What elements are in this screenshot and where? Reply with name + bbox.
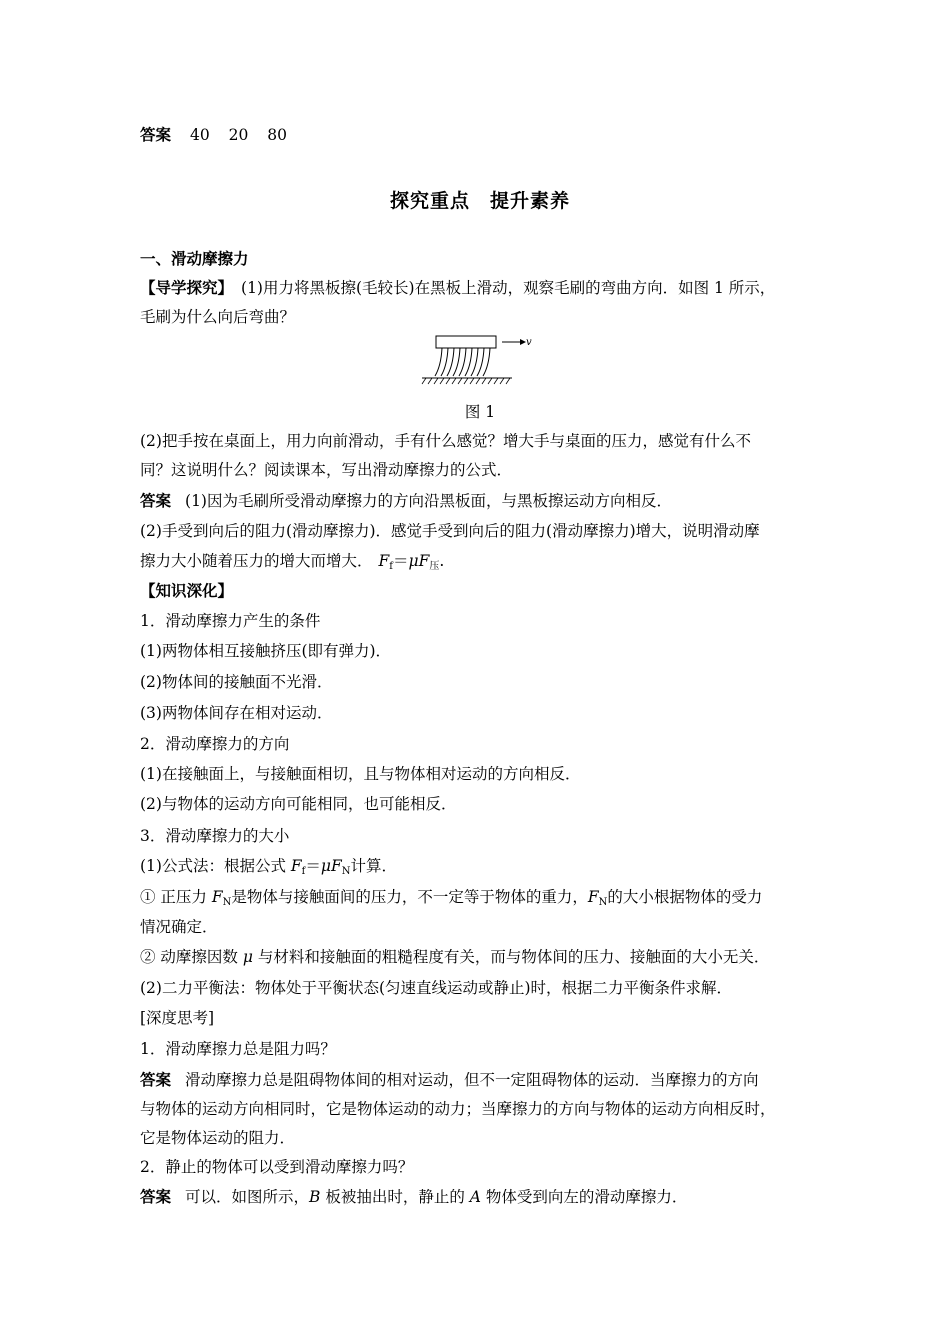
guide-tag: 【导学探究】	[140, 279, 234, 297]
knowledge-h2: 2．滑动摩擦力的方向	[140, 735, 290, 753]
guide-answer-2-line1: (2)手受到向后的阻力(滑动摩擦力)．感觉手受到向后的阻力(滑动摩擦力)增大，说明滑动摩	[140, 522, 760, 540]
top-answer	[140, 125, 287, 145]
answer-value: 20	[228, 126, 249, 144]
knowledge-s1: (1)公式法：根据公式 $F_f=\mu F_N$计算．	[140, 857, 397, 877]
answer-label: 答案	[140, 1071, 172, 1089]
deep-a1-line1: 答案 滑动摩擦力总是阻碍物体间的相对运动，但不一定阻碍物体的运动．当摩擦力的方向	[140, 1071, 759, 1089]
knowledge-c3: (3)两物体间存在相对运动．	[140, 704, 333, 722]
heading-sliding-friction: 一、滑动摩擦力	[140, 250, 249, 268]
guide-q1-line1: 【导学探究】 (1)用力将黑板擦(毛较长)在黑板上滑动，观察毛刷的弯曲方向．如图 1 所示，	[140, 279, 776, 297]
knowledge-tag: 【知识深化】	[140, 582, 234, 600]
section-title: 探究重点 提升素养	[389, 190, 570, 212]
knowledge-c1: (1)两物体相互接触挤压(即有弹力)．	[140, 642, 392, 660]
brush-figure	[420, 334, 535, 390]
guide-q2-line1: (2)把手按在桌面上，用力向前滑动，手有什么感觉？增大手与桌面的压力，感觉有什么不	[140, 432, 751, 450]
answer-label: 答案	[140, 1188, 172, 1206]
brush-diagram	[420, 334, 535, 386]
answer-label: 答案	[140, 126, 172, 144]
knowledge-p1-line2: 情况确定．	[140, 918, 218, 936]
guide-q1-line2: 毛刷为什么向后弯曲？	[140, 308, 296, 326]
deep-q2: 2．静止的物体可以受到滑动摩擦力吗？	[140, 1158, 414, 1176]
answer-value: 40	[189, 126, 210, 144]
knowledge-p1-line1: ① 正压力 $F_N$是物体与接触面间的压力，不一定等于物体的重力，$F_N$的大小根据物体的受力	[140, 888, 763, 908]
deep-tag: [深度思考]	[140, 1009, 215, 1027]
knowledge-c2: (2)物体间的接触面不光滑．	[140, 673, 333, 691]
deep-a1-line2: 与物体的运动方向相同时，它是物体运动的动力；当摩擦力的方向与物体的运动方向相反时，	[140, 1100, 776, 1118]
knowledge-s2: (2)二力平衡法：物体处于平衡状态(匀速直线运动或静止)时，根据二力平衡条件求解．	[140, 979, 733, 997]
answer-value: 80	[267, 126, 288, 144]
deep-a2: 答案 可以．如图所示，B 板被抽出时，静止的 A 物体受到向左的滑动摩擦力．	[140, 1188, 688, 1206]
guide-q2-line2: 同？这说明什么？阅读课本，写出滑动摩擦力的公式．	[140, 461, 513, 479]
deep-a1-line3: 它是物体运动的阻力．	[140, 1129, 296, 1147]
knowledge-d1: (1)在接触面上，与接触面相切，且与物体相对运动的方向相反．	[140, 765, 581, 783]
knowledge-h1: 1．滑动摩擦力产生的条件	[140, 612, 321, 630]
guide-answer-2-line2: 擦力大小随着压力的增大而增大． $F_f=\mu F_压$.	[140, 552, 445, 572]
answer-label: 答案	[140, 492, 172, 510]
guide-answer-1: 答案 (1)因为毛刷所受滑动摩擦力的方向沿黑板面，与黑板擦运动方向相反．	[140, 492, 672, 510]
knowledge-p2: ② 动摩擦因数 μ 与材料和接触面的粗糙程度有关，而与物体间的压力、接触面的大小无关．	[140, 948, 770, 966]
knowledge-d2: (2)与物体的运动方向可能相同，也可能相反．	[140, 795, 457, 813]
deep-q1: 1．滑动摩擦力总是阻力吗？	[140, 1040, 336, 1058]
figure-caption: 图 1	[464, 403, 496, 421]
velocity-label: v	[526, 337, 532, 348]
knowledge-h3: 3．滑动摩擦力的大小	[140, 827, 290, 845]
